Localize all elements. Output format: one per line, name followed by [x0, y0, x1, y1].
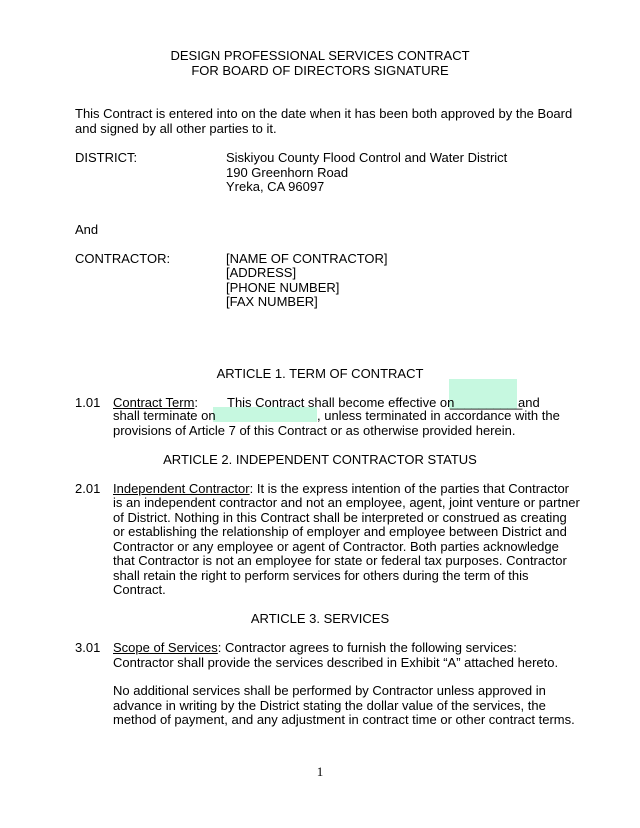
term-colon: : [194, 395, 199, 410]
section-number: 3.01 [75, 640, 101, 655]
scope-of-services-title: Scope of Services [113, 640, 218, 655]
paragraph-line: No additional services shall be performed by Contractor unless approved in [113, 683, 546, 698]
paragraph-line: shall retain the right to perform services for others during the term of this [113, 568, 529, 583]
paragraph-line: of District. Nothing in this Contract shall be interpreted or construed as creating [113, 510, 567, 525]
paragraph-line: Contract. [113, 582, 166, 597]
section-number: 1.01 [75, 395, 101, 410]
district-label: DISTRICT: [75, 150, 138, 165]
intro-line: This Contract is entered into on the date when it has been both approved by the Board [75, 106, 573, 121]
and-text: And [75, 222, 99, 237]
contract-term-text: This Contract shall become effective on [227, 395, 455, 410]
contract-term-and: and [518, 395, 540, 410]
page-number: 1 [316, 764, 324, 779]
independent-contractor-text: : It is the express intention of the parties that Contractor [249, 481, 569, 496]
scope-of-services-text: : Contractor agrees to furnish the following services: [217, 640, 517, 655]
paragraph-line: advance in writing by the District stating the dollar value of the services, the [113, 698, 546, 713]
paragraph-line: method of payment, and any adjustment in contract time or other contract terms. [113, 712, 575, 727]
district-name: Siskiyou County Flood Control and Water District [226, 150, 508, 165]
effective-date-blank[interactable]: __________ [450, 395, 523, 410]
document-title: DESIGN PROFESSIONAL SERVICES CONTRACT [170, 48, 470, 63]
article-2-heading: ARTICLE 2. INDEPENDENT CONTRACTOR STATUS [163, 452, 477, 467]
article-3-heading: ARTICLE 3. SERVICES [250, 611, 390, 626]
paragraph-line: Contractor shall provide the services described in Exhibit “A” attached hereto. [113, 655, 559, 670]
independent-contractor-line [113, 481, 569, 496]
district-address: 190 Greenhorn Road [226, 165, 349, 180]
section-number: 2.01 [75, 481, 101, 496]
scope-of-services-line [113, 640, 517, 655]
paragraph-line: that Contractor is not an employee for state or federal tax purposes. Contractor [113, 553, 567, 568]
independent-contractor-title: Independent Contractor [113, 481, 250, 496]
document-subtitle: FOR BOARD OF DIRECTORS SIGNATURE [191, 63, 449, 78]
paragraph-line: or establishing the relationship of employer and employee between District and [113, 524, 567, 539]
article-1-heading: ARTICLE 1. TERM OF CONTRACT [216, 366, 424, 381]
contractor-phone: [PHONE NUMBER] [226, 280, 340, 295]
terminate-text-end: , unless terminated in accordance with the [317, 408, 560, 423]
contractor-name: [NAME OF CONTRACTOR] [226, 251, 388, 266]
intro-line: and signed by all other parties to it. [75, 121, 277, 136]
contract-term-title: Contract Term [113, 395, 195, 410]
terminate-text: shall terminate on [113, 408, 216, 423]
paragraph-line: is an independent contractor and not an employee, agent, joint venture or partner [113, 495, 580, 510]
provisions-text: provisions of Article 7 of this Contract or as otherwise provided herein. [113, 423, 516, 438]
contractor-address: [ADDRESS] [226, 265, 297, 280]
contractor-fax: [FAX NUMBER] [226, 294, 318, 309]
contractor-label: CONTRACTOR: [75, 251, 171, 266]
paragraph-line: Contractor or any employee or agent of Contractor. Both parties acknowledge [113, 539, 559, 554]
district-city: Yreka, CA 96097 [226, 179, 325, 194]
